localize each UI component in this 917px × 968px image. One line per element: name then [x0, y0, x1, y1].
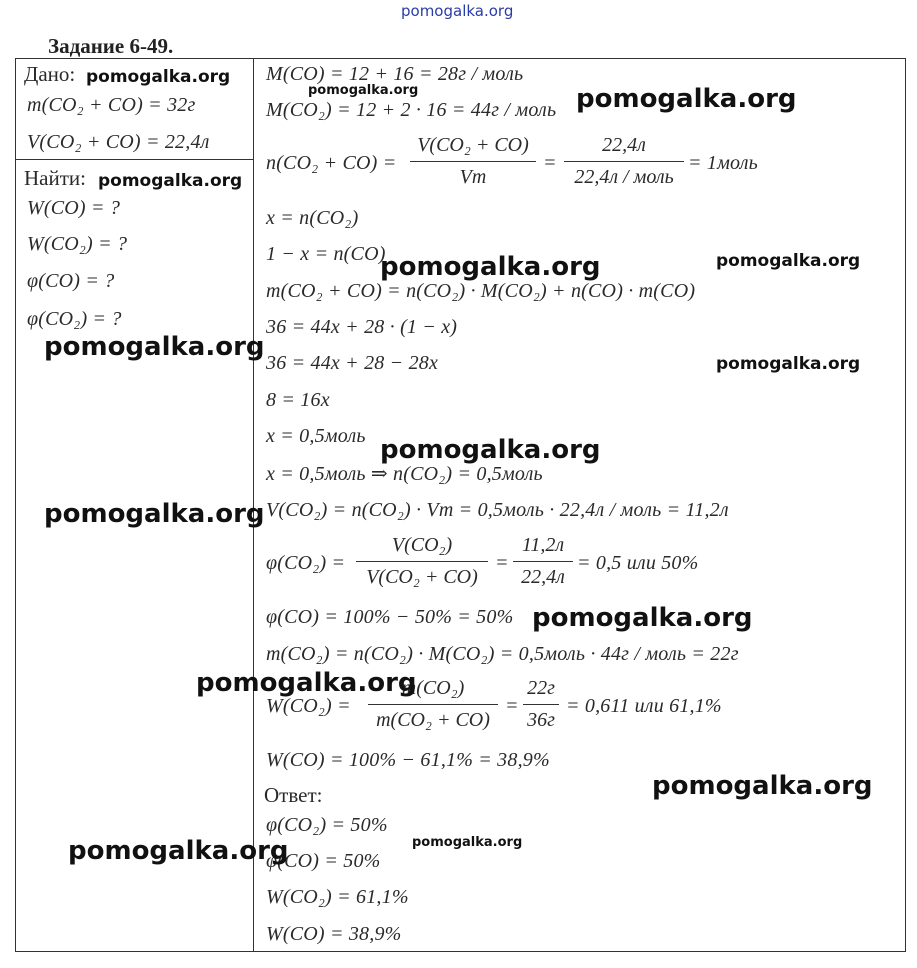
fraction-bar — [410, 161, 536, 162]
watermark: pomogalka.org — [716, 354, 861, 374]
fraction-numerator: 11,2л — [521, 534, 565, 556]
answer-line: φ(CO₂) = 50% — [266, 814, 388, 836]
answer-line: W(CO₂) = 61,1% — [266, 886, 409, 908]
watermark: pomogalka.org — [576, 84, 797, 114]
formula-rhs: = 1моль — [688, 152, 758, 174]
watermark: pomogalka.org — [44, 499, 265, 529]
solution-line: M(CO) = 12 + 16 = 28г / моль — [266, 63, 524, 85]
fraction-bar — [368, 704, 498, 705]
given-line: V(CO₂ + CO) = 22,4л — [27, 131, 210, 153]
formula-lhs: φ(CO₂) = — [266, 552, 346, 574]
formula-rhs: = 0,5 или 50% — [577, 552, 699, 574]
answer-line: φ(CO) = 50% — [266, 850, 381, 872]
fraction-denominator: 22,4л / моль — [574, 166, 674, 188]
given-line: m(CO₂ + CO) = 32г — [27, 94, 196, 116]
fraction-numerator: V(CO₂) — [391, 534, 453, 556]
watermark: pomogalka.org — [652, 771, 873, 801]
equals-sign: = — [505, 695, 519, 717]
solution-line: 8 = 16x — [266, 389, 330, 411]
watermark: pomogalka.org — [380, 252, 601, 282]
watermark: pomogalka.org — [68, 836, 289, 866]
find-line: φ(CO) = ? — [27, 270, 115, 292]
watermark: pomogalka.org — [716, 251, 861, 271]
solution-line: 36 = 44x + 28 · (1 − x) — [266, 316, 458, 338]
watermark: pomogalka.org — [380, 435, 601, 465]
solution-line: m(CO₂ + CO) = n(CO₂) · M(CO₂) + n(CO) · m(CO) — [266, 280, 696, 302]
fraction-bar — [513, 561, 573, 562]
given-label: Дано: — [24, 62, 76, 86]
given-find-divider — [15, 159, 254, 160]
solution-line: 36 = 44x + 28 − 28x — [266, 352, 439, 374]
fraction-numerator: m(CO₂) — [401, 677, 465, 699]
find-label: Найти: — [24, 166, 86, 190]
task-title: Задание 6-49. — [48, 34, 174, 58]
solution-line: x = n(CO₂) — [266, 207, 359, 229]
solution-line: x = 0,5моль — [266, 425, 366, 447]
solution-line: x = 0,5моль ⇒ n(CO₂) = 0,5моль — [266, 463, 543, 485]
fraction-numerator: 22,4л — [602, 134, 646, 156]
watermark: pomogalka.org — [532, 603, 753, 633]
find-line: W(CO) = ? — [27, 197, 121, 219]
watermark: pomogalka.org — [196, 668, 417, 698]
fraction-bar — [523, 704, 559, 705]
fraction-denominator: 22,4л — [521, 566, 565, 588]
watermark: pomogalka.org — [412, 835, 523, 850]
solution-line: m(CO₂) = n(CO₂) · M(CO₂) = 0,5моль · 44г / моль = 22г — [266, 643, 739, 665]
watermark: pomogalka.org — [86, 67, 231, 87]
fraction-denominator: Vm — [459, 166, 487, 188]
find-line: φ(CO₂) = ? — [27, 308, 122, 330]
solution-line: φ(CO) = 100% − 50% = 50% — [266, 606, 514, 628]
fraction-denominator: 36г — [527, 709, 555, 731]
equals-sign: = — [543, 152, 557, 174]
find-line: W(CO₂) = ? — [27, 233, 128, 255]
formula-lhs: n(CO₂ + CO) = — [266, 152, 397, 174]
solution-line: 1 − x = n(CO) — [266, 243, 386, 265]
formula-rhs: = 0,611 или 61,1% — [566, 695, 722, 717]
fraction-numerator: 22г — [527, 677, 555, 699]
solution-line: M(CO₂) = 12 + 2 · 16 = 44г / моль — [266, 99, 557, 121]
fraction-denominator: V(CO₂ + CO) — [366, 566, 478, 588]
answer-label: Ответ: — [264, 783, 323, 807]
watermark: pomogalka.org — [44, 332, 265, 362]
solution-line: W(CO) = 100% − 61,1% = 38,9% — [266, 749, 550, 771]
solution-line: V(CO₂) = n(CO₂) · Vm = 0,5моль · 22,4л / моль = 11,2л — [266, 499, 729, 521]
fraction-bar — [564, 161, 684, 162]
watermark: pomogalka.org — [98, 171, 243, 191]
fraction-bar — [356, 561, 488, 562]
watermark-top[interactable]: pomogalka.org — [401, 2, 514, 20]
watermark: pomogalka.org — [308, 83, 419, 98]
fraction-numerator: V(CO₂ + CO) — [417, 134, 529, 156]
answer-line: W(CO) = 38,9% — [266, 923, 402, 945]
formula-lhs: W(CO₂) = — [266, 695, 351, 717]
equals-sign: = — [495, 552, 509, 574]
fraction-denominator: m(CO₂ + CO) — [376, 709, 490, 731]
